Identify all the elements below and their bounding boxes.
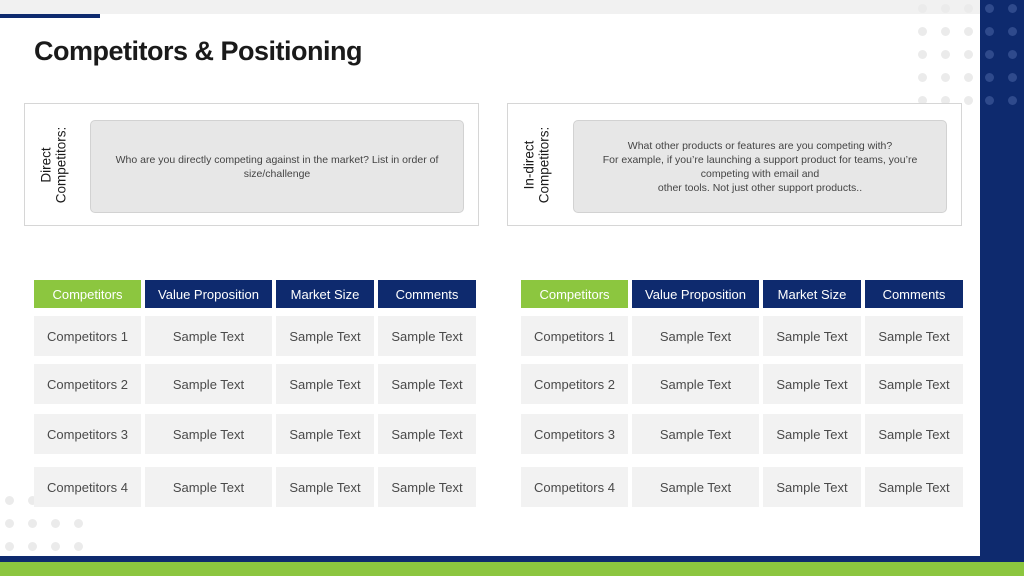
table-cell[interactable]: Sample Text [632,414,759,454]
decor-dot [985,27,994,36]
table-cell[interactable]: Sample Text [378,414,476,454]
indirect-competitors-label-wrap [508,104,564,225]
decor-dot [941,50,950,59]
indirect-competitors-label: In-direct Competitors: [521,126,551,203]
table-cell[interactable]: Sample Text [378,316,476,356]
decor-dot [28,519,37,528]
decor-dot [1008,96,1017,105]
decor-dot [985,73,994,82]
table-cell[interactable]: Sample Text [865,364,963,404]
header-market-size: Market Size [763,280,861,308]
top-accent-line [0,14,100,18]
table-cell[interactable]: Competitors 2 [34,364,141,404]
header-value-proposition: Value Proposition [145,280,272,308]
decor-dot [5,542,14,551]
table-cell[interactable]: Competitors 1 [34,316,141,356]
indirect-competitors-box [507,103,962,226]
decor-dot [964,50,973,59]
decor-dot [74,542,83,551]
header-comments: Comments [865,280,963,308]
header-market-size: Market Size [276,280,374,308]
decor-dot [985,4,994,13]
table-cell[interactable]: Sample Text [276,364,374,404]
right-decor-bar [980,0,1024,576]
table-cell[interactable]: Competitors 3 [521,414,628,454]
table-cell[interactable]: Sample Text [763,467,861,507]
table-cell[interactable]: Sample Text [378,364,476,404]
header-value-proposition: Value Proposition [632,280,759,308]
table-cell[interactable]: Competitors 1 [521,316,628,356]
decor-dot [964,96,973,105]
table-cell[interactable]: Sample Text [276,467,374,507]
decor-dot [1008,27,1017,36]
table-cell[interactable]: Sample Text [378,467,476,507]
decor-dot [918,73,927,82]
table-cell[interactable]: Competitors 4 [521,467,628,507]
table-cell[interactable]: Competitors 3 [34,414,141,454]
table-cell[interactable]: Sample Text [145,364,272,404]
decor-dot [985,96,994,105]
table-cell[interactable]: Sample Text [145,316,272,356]
indirect-competitors-prompt[interactable]: What other products or features are you competing with? For example, if you’re launching a support product for teams, you’re competing with email and other tools. Not just other support products.. [573,120,947,213]
decor-dot [1008,4,1017,13]
decor-dot [918,27,927,36]
header-competitors: Competitors [34,280,141,308]
table-cell[interactable]: Sample Text [763,414,861,454]
table-cell[interactable]: Sample Text [145,467,272,507]
table-cell[interactable]: Competitors 2 [521,364,628,404]
decor-dot [1008,73,1017,82]
direct-competitors-box [24,103,479,226]
decor-dot [28,542,37,551]
decor-dot [51,519,60,528]
direct-competitors-label: Direct Competitors: [38,126,68,203]
header-competitors: Competitors [521,280,628,308]
decor-dot [5,496,14,505]
decor-dot [1008,50,1017,59]
decor-dot [985,50,994,59]
decor-dot [941,73,950,82]
table-cell[interactable]: Sample Text [763,364,861,404]
decor-dot [74,519,83,528]
table-cell[interactable]: Sample Text [632,467,759,507]
decor-dot [5,519,14,528]
table-cell[interactable]: Sample Text [865,414,963,454]
decor-dot [964,4,973,13]
table-cell[interactable]: Sample Text [145,414,272,454]
decor-dot [941,4,950,13]
slide-title: Competitors & Positioning [34,36,362,66]
top-band [0,0,980,14]
bottom-green-stripe [0,562,1024,576]
table-cell[interactable]: Sample Text [276,414,374,454]
table-cell[interactable]: Sample Text [865,316,963,356]
table-cell[interactable]: Sample Text [276,316,374,356]
table-cell[interactable]: Competitors 4 [34,467,141,507]
table-cell[interactable]: Sample Text [632,364,759,404]
table-cell[interactable]: Sample Text [865,467,963,507]
decor-dot [918,50,927,59]
decor-dot [964,27,973,36]
header-comments: Comments [378,280,476,308]
direct-competitors-prompt[interactable]: Who are you directly competing against in the market? List in order of size/challenge [90,120,464,213]
decor-dot [918,4,927,13]
decor-dot [964,73,973,82]
table-cell[interactable]: Sample Text [632,316,759,356]
decor-dot [51,542,60,551]
table-cell[interactable]: Sample Text [763,316,861,356]
decor-dot [941,27,950,36]
direct-competitors-label-wrap [25,104,81,225]
